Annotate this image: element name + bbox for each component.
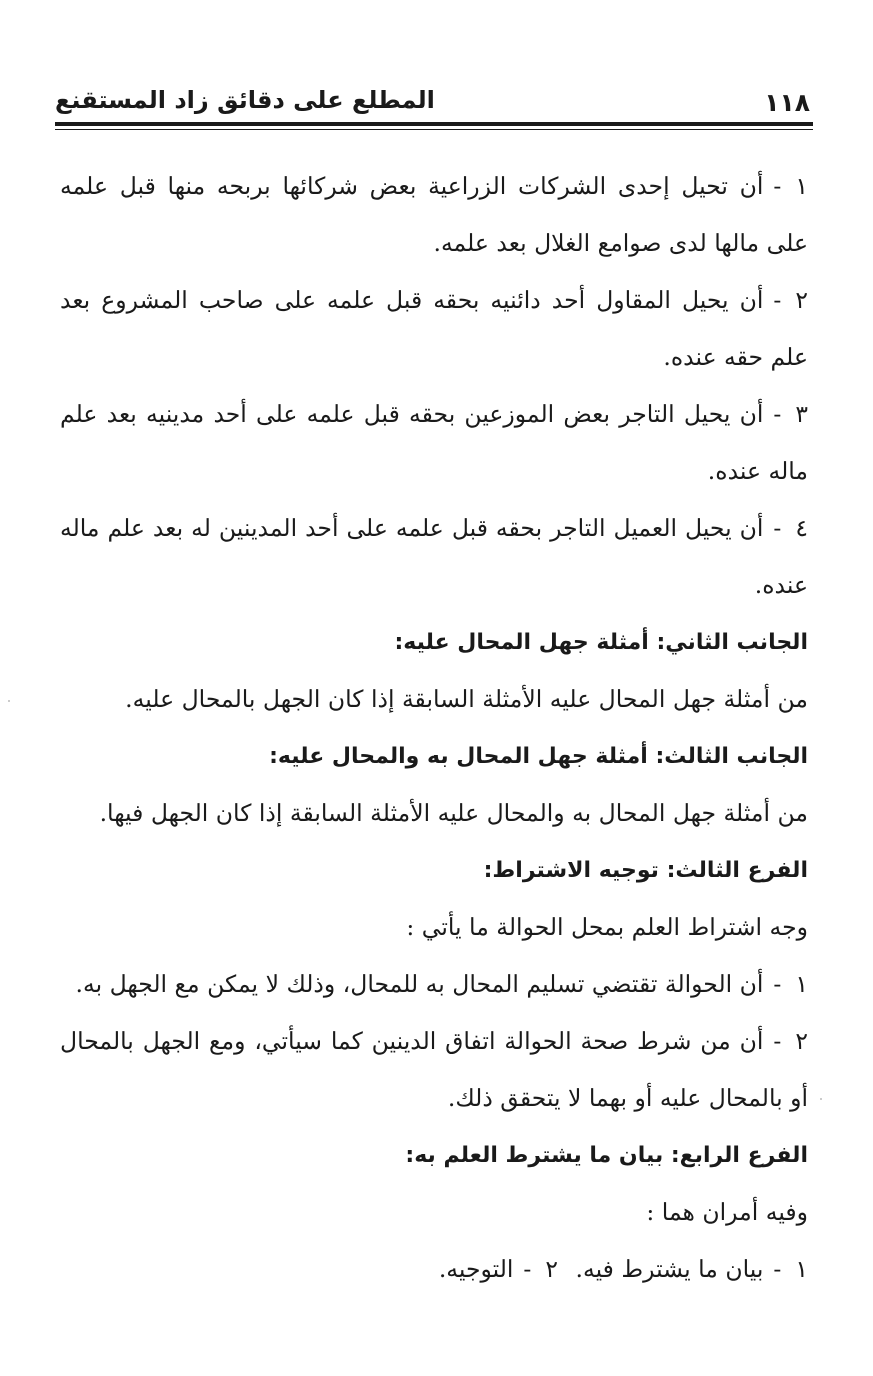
- matter-item-1: [558, 1241, 808, 1298]
- example-item-3: [60, 386, 808, 500]
- scan-speck: [8, 700, 10, 702]
- item-text: أن يحيل التاجر بعض الموزعين بحقه قبل علمه على أحد مدينيه بعد علم ماله عنده.: [60, 400, 808, 485]
- item-text: التوجيه.: [438, 1255, 514, 1283]
- item-dash: -: [773, 400, 782, 428]
- item-dash: -: [773, 970, 782, 998]
- running-header: [55, 84, 810, 120]
- item-text: أن من شرط صحة الحوالة اتفاق الدينين كما سيأتي، ومع الجهل بالمحال أو بالمحال عليه أو بهما لا يتحقق ذلك.: [60, 1027, 808, 1112]
- item-text: بيان ما يشترط فيه.: [575, 1255, 764, 1283]
- item-text: أن الحوالة تقتضي تسليم المحال به للمحال، وذلك لا يمكن مع الجهل به.: [75, 970, 764, 998]
- section-heading-2: الجانب الثاني: أمثلة جهل المحال عليه:: [394, 630, 808, 655]
- branch-intro-3: وجه اشتراط العلم بمحل الحوالة ما يأتي :: [406, 913, 808, 941]
- item-number: ٢: [545, 1255, 558, 1283]
- item-text: أن يحيل العميل التاجر بحقه قبل علمه على أحد المدينين له بعد علم ماله عنده.: [60, 514, 808, 599]
- header-rule-thin: [55, 129, 813, 130]
- section-text-2: من أمثلة جهل المحال عليه الأمثلة السابقة إذا كان الجهل بالمحال عليه.: [125, 685, 808, 713]
- scan-speck: [820, 1098, 822, 1100]
- item-dash: -: [773, 286, 782, 314]
- item-dash: -: [773, 514, 782, 542]
- reason-item-2: [60, 1013, 808, 1127]
- item-number: ٢: [795, 1027, 808, 1055]
- example-item-1: [60, 158, 808, 272]
- item-number: ٣: [795, 400, 808, 428]
- matters-list: [60, 1241, 808, 1298]
- item-dash: -: [773, 1027, 782, 1055]
- example-item-2: [60, 272, 808, 386]
- branch-intro-4: وفيه أمران هما :: [646, 1198, 808, 1226]
- section-text-3: من أمثلة جهل المحال به والمحال عليه الأمثلة السابقة إذا كان الجهل فيها.: [99, 799, 808, 827]
- item-number: ٤: [795, 514, 808, 542]
- book-title: المطلع على دقائق زاد المستقنع: [55, 86, 435, 114]
- item-number: ٢: [795, 286, 808, 314]
- branch-heading-3: الفرع الثالث: توجيه الاشتراط:: [483, 858, 808, 883]
- item-number: ١: [795, 172, 808, 200]
- page-body: [60, 158, 808, 1298]
- example-item-4: [60, 500, 808, 614]
- item-text: أن تحيل إحدى الشركات الزراعية بعض شركائها بربحه منها قبل علمه على مالها لدى صوامع الغلال بعد علمه.: [60, 172, 808, 257]
- item-number: ١: [795, 970, 808, 998]
- item-dash: -: [523, 1255, 532, 1283]
- item-dash: -: [773, 172, 782, 200]
- item-dash: -: [773, 1255, 782, 1283]
- matter-item-2: [439, 1241, 558, 1298]
- section-heading-3: الجانب الثالث: أمثلة جهل المحال به والمحال عليه:: [269, 744, 808, 769]
- item-number: ١: [795, 1255, 808, 1283]
- page-number: ١١٨: [764, 88, 810, 117]
- reason-item-1: [60, 956, 808, 1013]
- item-text: أن يحيل المقاول أحد دائنيه بحقه قبل علمه على صاحب المشروع بعد علم حقه عنده.: [60, 286, 808, 371]
- branch-heading-4: الفرع الرابع: بيان ما يشترط العلم به:: [405, 1143, 808, 1168]
- header-rule-thick: [55, 122, 813, 126]
